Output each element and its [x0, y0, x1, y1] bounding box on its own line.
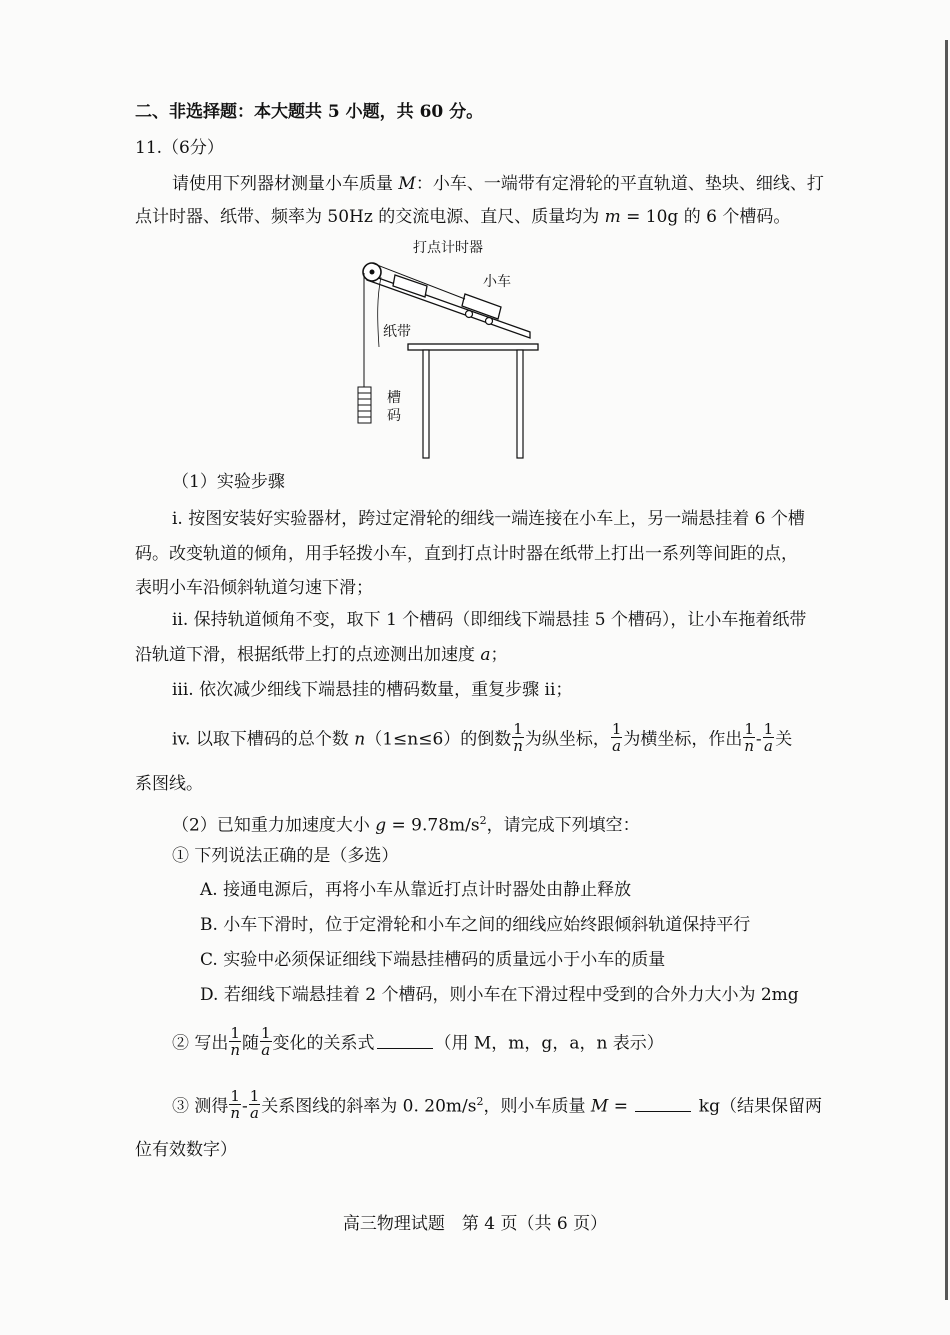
step-1-line-1: i. 按图安装好实验器材，跨过定滑轮的细线一端连接在小车上，另一端悬挂着 6 个槽 [172, 509, 805, 529]
intro-line-2: 点计时器、纸带、频率为 50Hz 的交流电源、直尺、质量均为 m = 10g 的 6 个槽码。 [135, 207, 791, 227]
intro-line-1: 请使用下列器材测量小车质量 M：小车、一端带有定滑轮的平直轨道、垫块、细线、打 [172, 174, 824, 194]
fraction-1-over-a: $\frac{1}{a}$ [763, 720, 774, 755]
apparatus-figure [355, 237, 540, 469]
option-b: B. 小车下滑时，位于定滑轮和小车之间的细线应始终跟倾斜轨道保持平行 [200, 915, 751, 935]
answer-blank-q3 [635, 1095, 691, 1112]
question-3: ③ 测得 $\frac{1}{n}$ - $\frac{1}{a}$ 关系图线的斜率为 0. $20m/s^2$，则小车质量 M = kg（结果保留两 [172, 1087, 822, 1123]
weights-icon [358, 387, 371, 423]
question-2: ② 写出 $\frac{1}{n}$ 随 $\frac{1}{a}$ 变化的关系式 （用 M，m，g，a，n 表示） [172, 1024, 664, 1059]
step-1-line-2: 码。改变轨道的倾角，用手轻拨小车，直到打点计时器在纸带上打出一系列等间距的点， [135, 544, 798, 564]
fraction-1-over-n: $\frac{1}{n}$ [230, 1024, 241, 1059]
label-timer: 打点计时器 [413, 240, 483, 256]
question-number: 11.（6分） [135, 138, 224, 158]
label-cart: 小车 [483, 274, 511, 290]
option-a: A. 接通电源后，再将小车从靠近打点计时器处由静止释放 [200, 880, 632, 900]
step-1-line-3: 表明小车沿倾斜轨道匀速下滑； [135, 578, 373, 598]
apparatus-diagram [355, 237, 540, 469]
label-weight-2: 码 [387, 408, 401, 424]
fraction-1-over-n: $\frac{1}{n}$ [230, 1087, 241, 1123]
step-4-line-2: 系图线。 [135, 774, 203, 794]
fraction-1-over-n: $\frac{1}{n}$ [744, 720, 754, 755]
part2-heading: （2）已知重力加速度大小 $g = 9.78m/s^2$，请完成下列填空： [172, 814, 640, 836]
step-2-line-1: ii. 保持轨道倾角不变，取下 1 个槽码（即细线下端悬挂 5 个槽码），让小车拖着纸带 [172, 610, 807, 630]
option-c: C. 实验中必须保证细线下端悬挂槽码的质量远小于小车的质量 [200, 950, 666, 970]
table-top [408, 344, 538, 350]
section-title: 二、非选择题：本大题共 5 小题，共 60 分。 [135, 102, 484, 122]
label-weight-1: 槽 [387, 390, 401, 406]
step-3: iii. 依次减少细线下端悬挂的槽码数量，重复步骤 ii； [172, 680, 573, 700]
question-1: ① 下列说法正确的是（多选） [172, 846, 399, 866]
option-d: D. 若细线下端悬挂着 2 个槽码，则小车在下滑过程中受到的合外力大小为 2mg [200, 985, 799, 1005]
fraction-1-over-a: $\frac{1}{a}$ [249, 1087, 260, 1123]
label-tape: 纸带 [383, 324, 411, 340]
question-3-line-2: 位有效数字） [135, 1140, 237, 1160]
answer-blank-q2 [377, 1032, 433, 1049]
scan-edge [945, 40, 948, 1300]
step-4-line-1: iv. 以取下槽码的总个数 n（1≤n≤6）的倒数 $\frac{1}{n}$ 为纵坐标， $\frac{1}{a}$ 为横坐标，作出 $\frac{1}{n}$ - $\frac{1}{a}$ 关 [172, 720, 793, 755]
steps-heading: （1）实验步骤 [172, 472, 285, 492]
page-footer: 高三物理试题 第 4 页（共 6 页） [342, 1214, 608, 1234]
fraction-1-over-n: $\frac{1}{n}$ [513, 720, 523, 755]
fraction-1-over-a: $\frac{1}{a}$ [611, 720, 622, 755]
fraction-1-over-a: $\frac{1}{a}$ [260, 1024, 271, 1059]
step-2-line-2: 沿轨道下滑，根据纸带上打的点迹测出加速度 a； [135, 645, 508, 665]
